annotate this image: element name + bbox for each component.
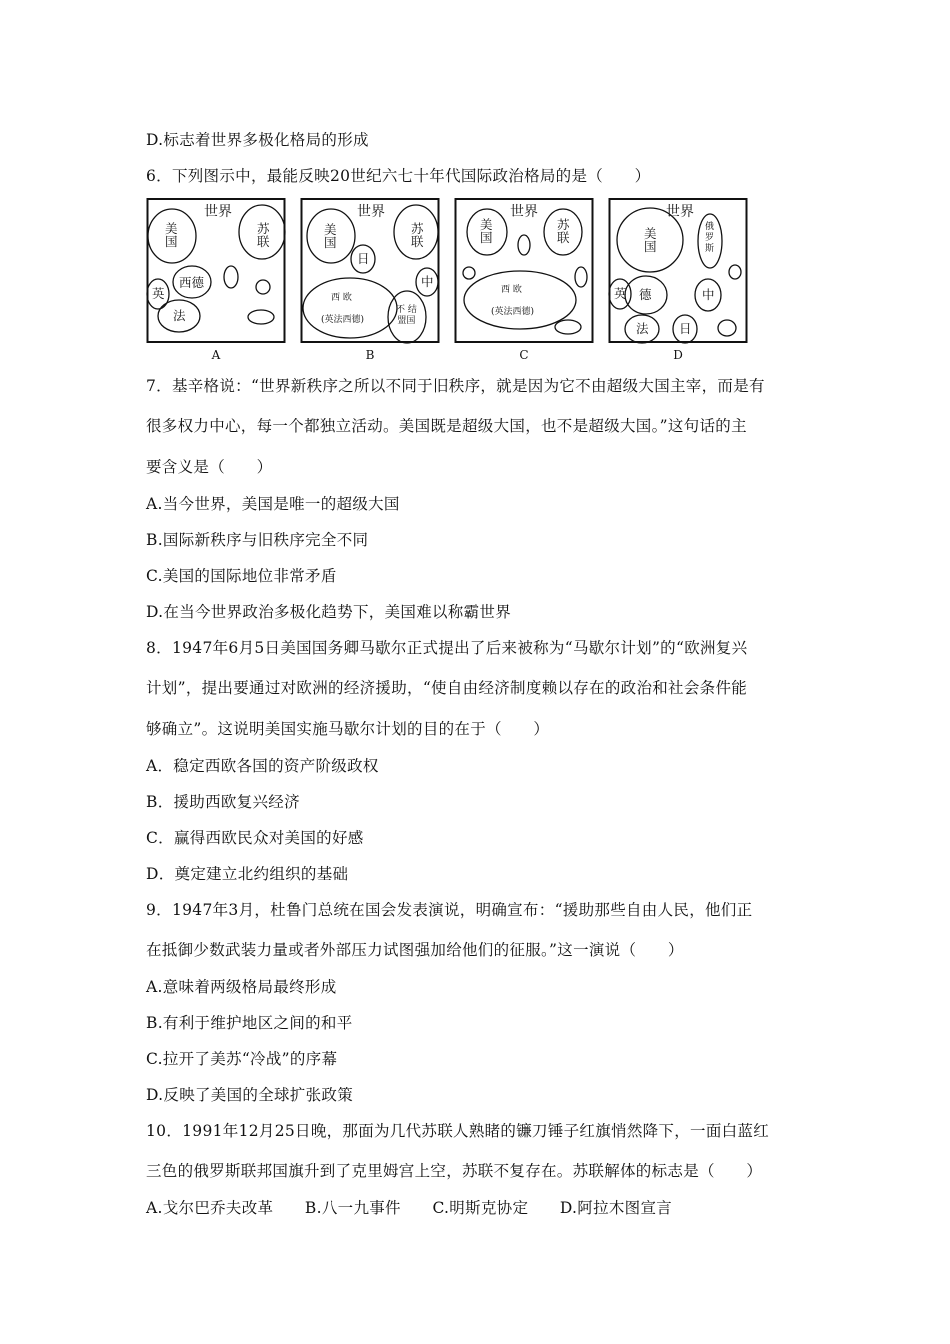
russia-label: 俄 罗 斯 <box>705 222 715 254</box>
question-9-stem-cont: 在抵御少数武装力量或者外部压力试图强加给他们的征服。”这一演说（ ） <box>146 941 684 959</box>
option-c: C.美国的国际地位非常矛盾 <box>146 567 337 585</box>
usa-label: 美 国 <box>480 217 493 245</box>
diagram-b-caption: B <box>365 348 375 362</box>
west-europe-members-label: (英法西德) <box>321 315 365 325</box>
option-b: B.国际新秩序与旧秩序完全不同 <box>146 531 369 549</box>
question-10-stem-cont: 三色的俄罗斯联邦国旗升到了克里姆宫上空，苏联不复存在。苏联解体的标志是（ ） <box>146 1162 763 1180</box>
diagram-c <box>454 196 594 362</box>
usa-label: 美 国 <box>165 221 178 249</box>
west-europe-members-label: (英法西德) <box>491 307 535 317</box>
option-c: C.拉开了美苏“冷战”的序幕 <box>146 1050 338 1068</box>
question-8-stem-cont: 计划”，提出要通过对欧洲的经济援助，“使自由经济制度赖以存在的政治和社会条件能 <box>146 679 748 697</box>
option-a: A.当今世界，美国是唯一的超级大国 <box>146 495 400 513</box>
diagram-a <box>146 196 286 362</box>
diagram-b <box>300 196 440 362</box>
usa-label: 美 国 <box>324 222 337 250</box>
option-b: B．援助西欧复兴经济 <box>146 793 300 811</box>
question-8-stem-cont: 够确立”。这说明美国实施马歇尔计划的目的在于（ ） <box>146 720 550 738</box>
option-d: D.反映了美国的全球扩张政策 <box>146 1086 354 1104</box>
option-a: A．稳定西欧各国的资产阶级政权 <box>146 757 379 775</box>
japan-label: 日 <box>357 251 370 266</box>
world-label: 世界 <box>510 204 538 220</box>
diagram-c-caption: C <box>519 348 529 362</box>
question-10-options: A.戈尔巴乔夫改革 B.八一九事件 C.明斯克协定 D.阿拉木图宣言 <box>146 1199 673 1217</box>
west-europe-label: 西 欧 <box>501 285 522 295</box>
question-7-stem: 7．基辛格说：“世界新秩序之所以不同于旧秩序，就是因为它不由超级大国主宰，而是有 <box>146 377 765 395</box>
ussr-label: 苏 联 <box>557 217 570 245</box>
diagram-d <box>608 196 748 362</box>
west-europe-label: 西 欧 <box>331 293 352 303</box>
option-c: C．赢得西欧民众对美国的好感 <box>146 829 364 847</box>
question-8-stem: 8．1947年6月5日美国国务卿马歇尔正式提出了后来被称为“马歇尔计划”的“欧洲复兴 <box>146 639 748 657</box>
world-label: 世界 <box>357 204 385 220</box>
non-aligned-label: 不 结 盟国 <box>396 305 417 326</box>
world-label: 世界 <box>204 204 232 220</box>
text-line: D.标志着世界多极化格局的形成 <box>146 131 369 149</box>
usa-label: 美 国 <box>644 226 657 254</box>
west-germany-label: 西德 <box>179 275 205 290</box>
option-d: D.在当今世界政治多极化趋势下，美国难以称霸世界 <box>146 603 512 621</box>
diagram-a-caption: A <box>211 348 221 362</box>
france-label: 法 <box>173 308 186 323</box>
question-7-stem-cont: 很多权力中心，每一个都独立活动。美国既是超级大国，也不是超级大国。”这句话的主 <box>146 417 747 435</box>
question-7-stem-cont: 要含义是（ ） <box>146 458 273 476</box>
diagram-d-caption: D <box>673 348 683 362</box>
france-label: 法 <box>636 321 649 336</box>
option-a: A.意味着两级格局最终形成 <box>146 978 337 996</box>
option-b: B.有利于维护地区之间的和平 <box>146 1014 353 1032</box>
ussr-label: 苏 联 <box>257 221 270 249</box>
question-9-stem: 9．1947年3月，杜鲁门总统在国会发表演说，明确宣布：“援助那些自由人民，他们正 <box>146 901 753 919</box>
uk-label: 英 <box>614 286 627 301</box>
china-label: 中 <box>421 274 434 289</box>
ussr-label: 苏 联 <box>411 221 424 249</box>
question-10-stem: 10．1991年12月25日晚，那面为几代苏联人熟睹的镰刀锤子红旗悄然降下，一面白蓝红 <box>146 1122 770 1140</box>
japan-label: 日 <box>679 321 692 336</box>
uk-label: 英 <box>152 286 165 301</box>
q6-diagrams <box>146 196 808 366</box>
question-6-stem: 6．下列图示中，最能反映20世纪六七十年代国际政治格局的是（ ） <box>146 167 651 185</box>
china-label: 中 <box>702 287 715 302</box>
world-label: 世界 <box>666 204 694 220</box>
germany-label: 德 <box>639 287 652 302</box>
option-d: D．奠定建立北约组织的基础 <box>146 865 349 883</box>
